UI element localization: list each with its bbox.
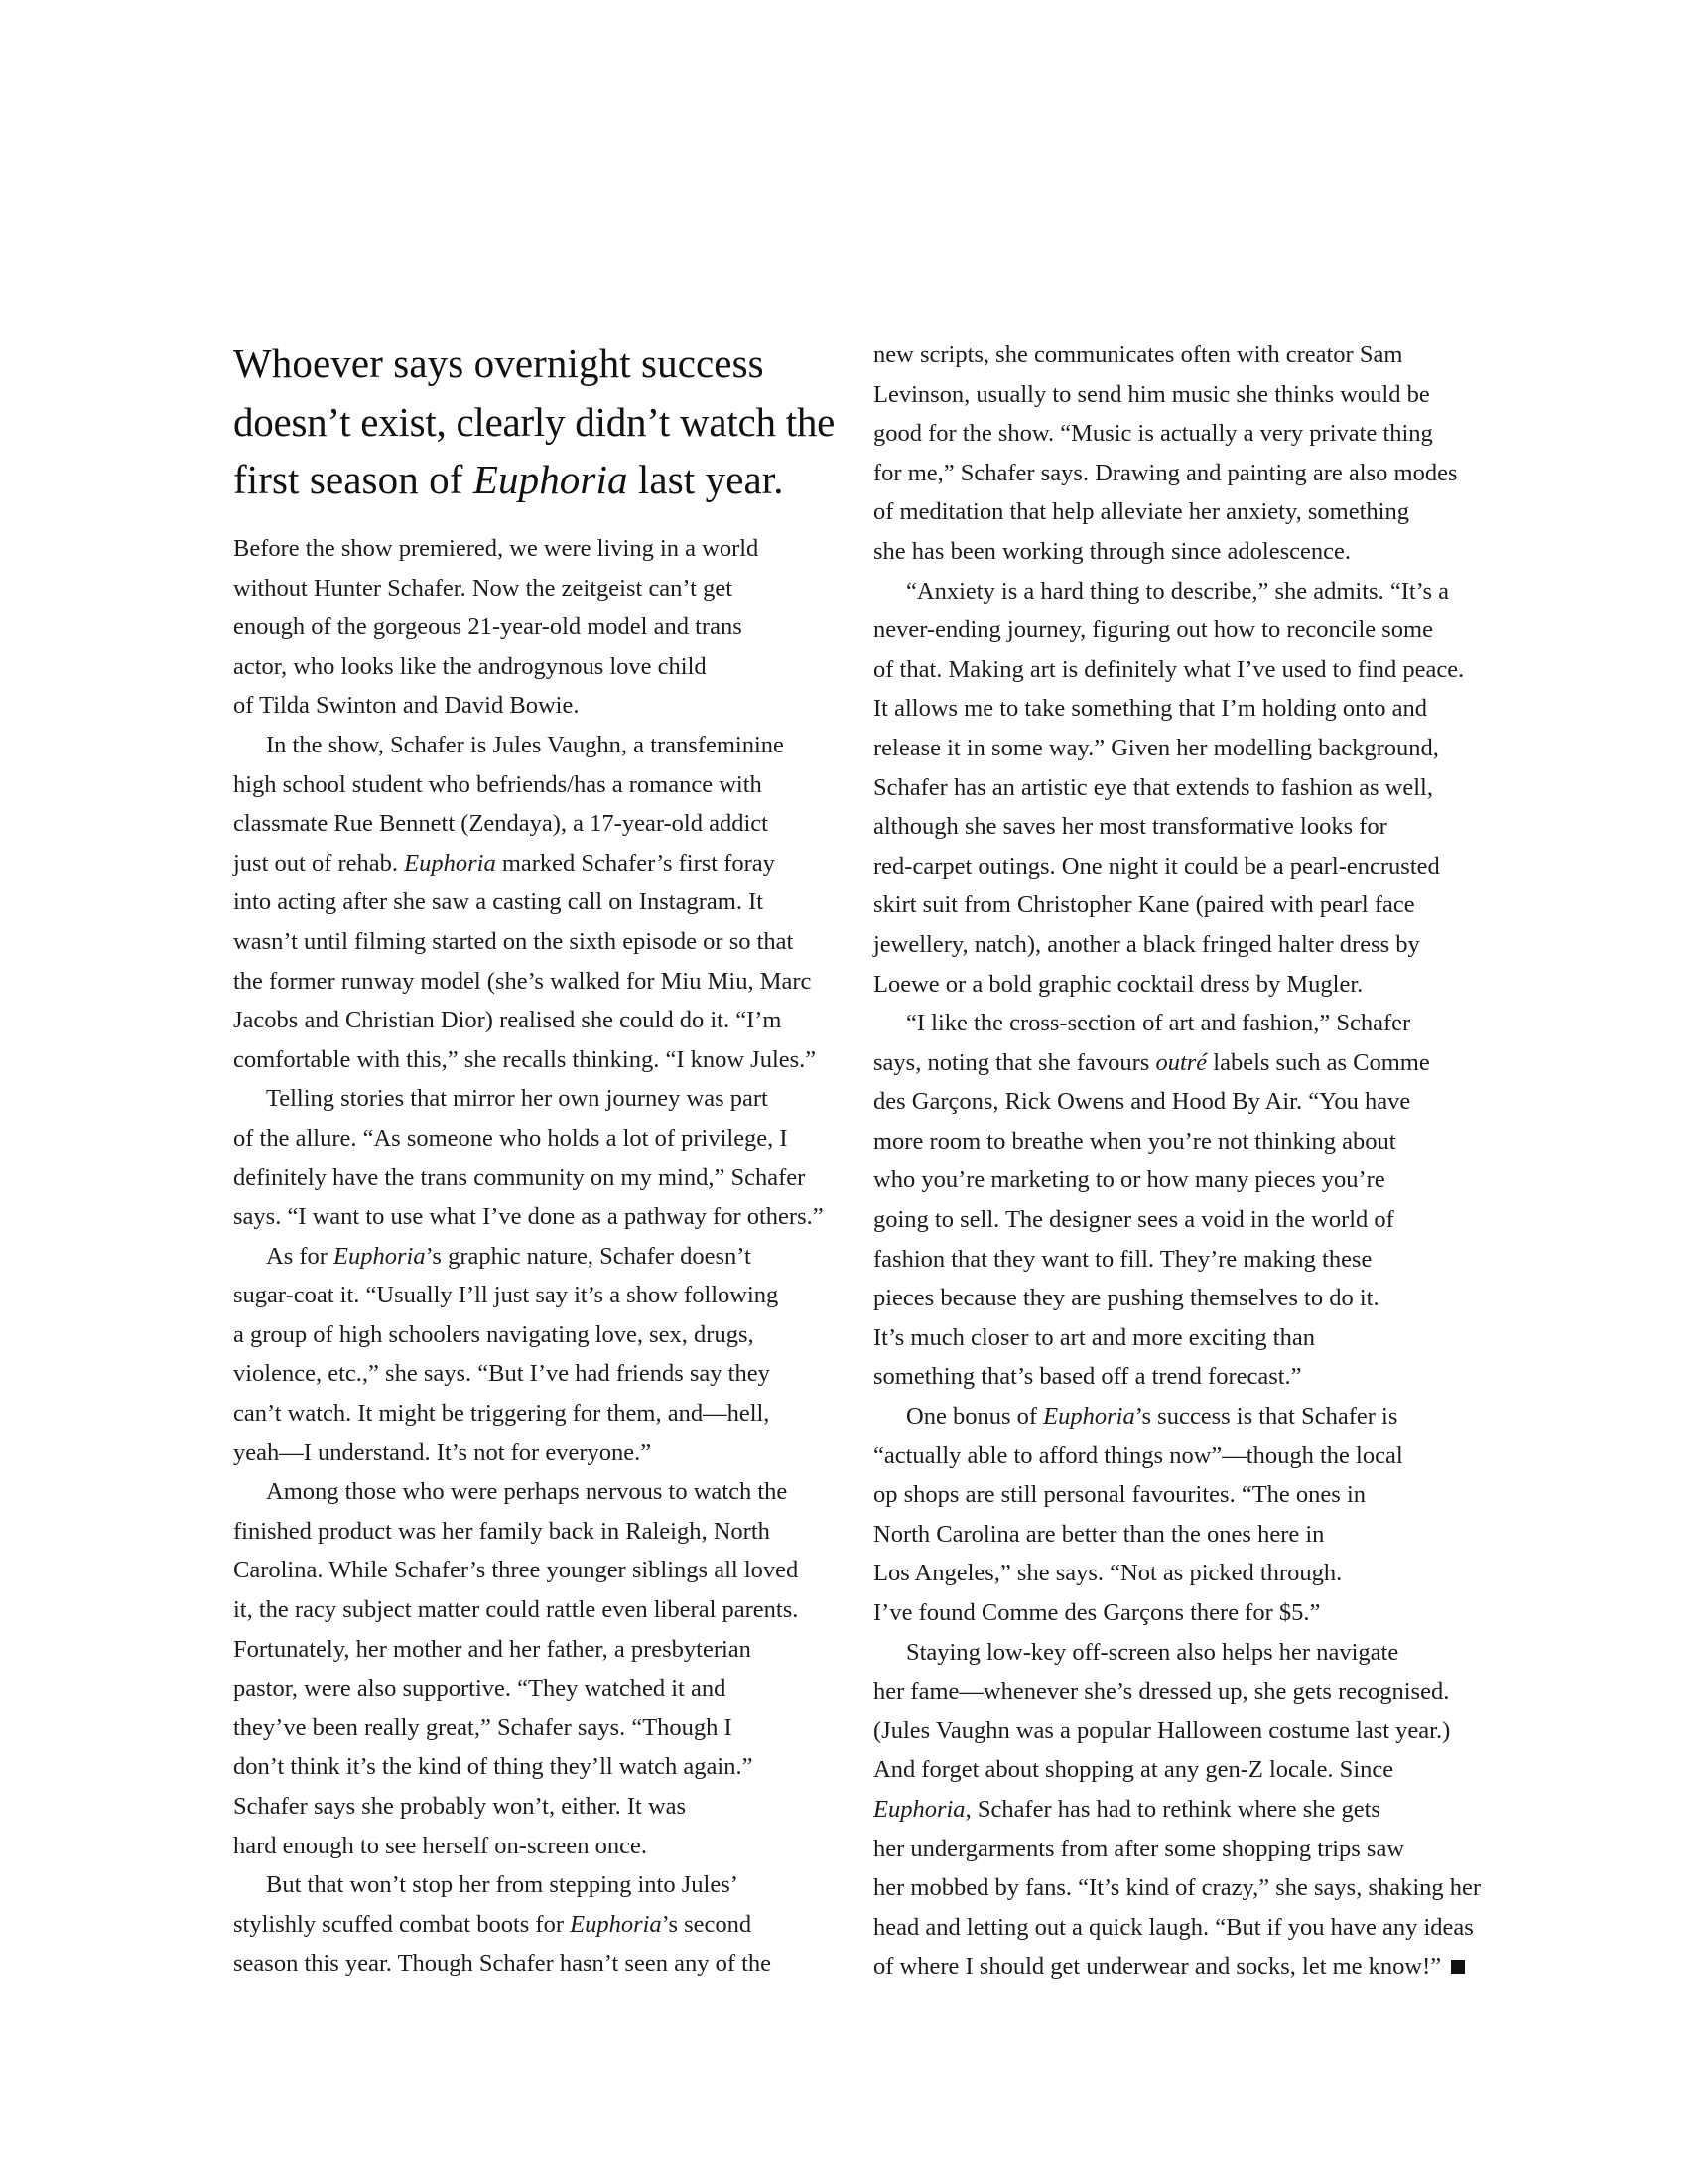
italic-title: Euphoria [472,457,628,502]
text-run: says. “I want to use what I’ve done as a pathway for others.” [233,1203,824,1231]
body-line [873,1004,1489,1043]
text-run: Los Angeles,” she says. “Not as picked through. [873,1560,1343,1587]
body-line [873,336,1489,375]
text-run: labels such as Comme [1207,1048,1430,1076]
text-run: yeah—I understand. It’s not for everyone.” [233,1438,652,1466]
body-line [873,1436,1489,1476]
body-line [873,1200,1489,1240]
text-run: Schafer says she probably won’t, either. It was [233,1793,687,1820]
body-line [233,1315,849,1355]
text-run: ’s graphic nature, Schafer doesn’t [425,1242,751,1270]
body-line [873,1515,1489,1555]
headline-line [233,393,839,452]
text-run: something that’s based off a trend forecast.” [873,1363,1302,1391]
text-run: new scripts, she communicates often with creator Sam [873,341,1403,368]
body-line [873,1318,1489,1358]
body-line [873,965,1489,1005]
text-run: violence, etc.,” she says. “But I’ve had friends say they [233,1360,770,1388]
body-line [873,1830,1489,1869]
text-run: One bonus of [906,1403,1044,1431]
body-line [873,1160,1489,1200]
text-run: good for the show. “Music is actually a very private thing [873,420,1433,448]
text-run: jewellery, natch), another a black fringed halter dress by [873,930,1420,958]
end-of-article-square-icon [1451,1960,1465,1974]
text-run: doesn’t exist, clearly didn’t watch the [233,398,836,445]
headline-line [233,335,839,393]
body-line [873,1279,1489,1318]
body-line [873,1711,1489,1751]
text-run: season this year. Though Schafer hasn’t seen any of the [233,1950,772,1978]
body-line [233,726,849,765]
text-run: into acting after she saw a casting call on Instagram. It [233,888,764,916]
body-line [233,1944,849,1983]
body-line [873,375,1489,415]
body-line [233,1197,849,1237]
text-run: says, noting that she favours [873,1048,1156,1076]
text-run: release it in some way.” Given her modelling background, [873,734,1439,761]
text-run: North Carolina are better than the ones here in [873,1520,1325,1548]
text-run: she has been working through since adolescence. [873,537,1351,565]
text-run: her fame—whenever she’s dressed up, she gets recognised. [873,1678,1450,1706]
body-line [873,492,1489,532]
text-run: enough of the gorgeous 21-year-old model and trans [233,614,742,641]
body-line [233,1905,849,1945]
text-run: marked Schafer’s first foray [495,849,775,877]
text-run: a group of high schoolers navigating love, sex, drugs, [233,1320,754,1348]
body-line [233,844,849,884]
text-run: hard enough to see herself on-screen once. [233,1832,648,1859]
body-line [233,765,849,805]
text-run: first season of [233,457,473,502]
text-run: Among those who were perhaps nervous to watch the [266,1478,788,1506]
body-line [233,1865,849,1905]
body-line [233,1787,849,1827]
text-run: definitely have the trans community on my mind,” Schafer [233,1163,806,1191]
text-run: more room to breathe when you’re not thinking about [873,1127,1396,1155]
body-line [233,804,849,844]
body-line [233,1276,849,1315]
text-run: of the allure. “As someone who holds a lot of privilege, I [233,1124,788,1152]
text-run: her undergarments from after some shopping trips saw [873,1835,1405,1862]
text-run: Jacobs and Christian Dior) realised she could do it. “I’m [233,1007,782,1034]
body-line [873,768,1489,808]
body-line [233,1708,849,1748]
headline-line [233,451,839,509]
text-run: Schafer has an artistic eye that extends to fashion as well, [873,773,1433,801]
body-line [233,922,849,962]
text-run: ’s success is that Schafer is [1134,1403,1398,1431]
body-line [873,1043,1489,1083]
body-line [233,1512,849,1552]
text-run: But that won’t stop her from stepping into Jules’ [266,1871,738,1899]
text-run: comfortable with this,” she recalls thinking. “I know Jules.” [233,1045,817,1073]
body-line [873,572,1489,612]
text-run: It’s much closer to art and more exciting than [873,1323,1315,1351]
text-run: classmate Rue Bennett (Zendaya), a 17-year-old addict [233,810,768,838]
text-run: Telling stories that mirror her own journey was part [266,1085,768,1113]
body-line [873,689,1489,729]
text-run: I’ve found Comme des Garçons there for $5.” [873,1599,1321,1626]
text-run: des Garçons, Rick Owens and Hood By Air. “You have [873,1088,1411,1116]
text-run: who you’re marketing to or how many pieces you’re [873,1166,1385,1194]
body-line [873,1790,1489,1830]
text-run: It allows me to take something that I’m holding onto and [873,695,1427,723]
body-line [873,1633,1489,1673]
text-run: just out of rehab. [233,849,405,877]
text-run: the former runway model (she’s walked for Miu Miu, Marc [233,967,812,995]
text-run: And forget about shopping at any gen-Z locale. Since [873,1756,1394,1784]
text-run: skirt suit from Christopher Kane (paired with pearl face [873,891,1415,919]
body-line [233,1354,849,1394]
body-line [233,962,849,1002]
italic-title: Euphoria [570,1910,662,1938]
text-run: last year. [627,457,784,502]
text-run: pieces because they are pushing themselves to do it. [873,1285,1379,1312]
body-line [233,608,849,647]
text-run: her mobbed by fans. “It’s kind of crazy,” she says, shaking her [873,1874,1482,1902]
body-line [233,1159,849,1198]
body-line [873,611,1489,650]
text-run: pastor, were also supportive. “They watched it and [233,1675,726,1703]
text-run: “Anxiety is a hard thing to describe,” she admits. “It’s a [906,577,1450,605]
body-line [873,1122,1489,1161]
text-run: Whoever says overnight success [233,341,764,386]
body-line [233,1394,849,1433]
body-line [873,1475,1489,1515]
body-line [873,1240,1489,1280]
text-run: (Jules Vaughn was a popular Halloween costume last year.) [873,1716,1451,1744]
body-line [873,1593,1489,1633]
body-line [233,1040,849,1080]
text-run: don’t think it’s the kind of thing they’ll watch again.” [233,1753,753,1781]
body-line [233,1590,849,1630]
italic-title: Euphoria [333,1242,426,1270]
text-run: without Hunter Schafer. Now the zeitgeist can’t get [233,574,733,602]
body-line [233,1433,849,1473]
body-line [873,729,1489,768]
text-run: Loewe or a bold graphic cocktail dress by Mugler. [873,970,1364,998]
text-run: ’s second [661,1910,752,1938]
body-line [233,1827,849,1866]
body-line [873,847,1489,887]
italic-title: Euphoria [404,849,496,877]
body-line [233,1747,849,1787]
italic-title: Euphoria [873,1795,966,1823]
text-run: “actually able to afford things now”—though the local [873,1441,1403,1469]
text-run: Carolina. While Schafer’s three younger siblings all loved [233,1557,799,1584]
text-run: fashion that they want to fill. They’re making these [873,1245,1373,1273]
body-line [233,1630,849,1670]
body-line [233,529,849,569]
italic-title: outré [1155,1048,1208,1076]
text-run: they’ve been really great,” Schafer says. “Though I [233,1713,732,1741]
body-line [233,1119,849,1159]
body-line [873,650,1489,690]
text-run: stylishly scuffed combat boots for [233,1910,571,1938]
text-run: wasn’t until filming started on the sixth episode or so that [233,927,794,955]
body-line [233,1669,849,1708]
body-line [233,1001,849,1040]
text-run: high school student who befriends/has a romance with [233,770,762,798]
italic-title: Euphoria [1043,1403,1135,1431]
text-run: red-carpet outings. One night it could be a pearl-encrusted [873,852,1440,880]
text-run: for me,” Schafer says. Drawing and painting are also modes [873,459,1458,486]
right-column-body [873,336,1489,1986]
headline [233,335,839,509]
body-line [873,1397,1489,1436]
text-run: sugar-coat it. “Usually I’ll just say it’s a show following [233,1282,779,1309]
body-line [873,454,1489,493]
body-line [873,807,1489,847]
text-run: it, the racy subject matter could rattle even liberal parents. [233,1596,799,1624]
body-line [873,886,1489,925]
body-line [233,1237,849,1277]
left-column-body [233,529,849,1983]
body-line [873,1908,1489,1948]
body-line [233,686,849,726]
body-line [873,1554,1489,1593]
text-run: Fortunately, her mother and her father, a presbyterian [233,1635,751,1663]
text-run: Before the show premiered, we were living in a world [233,535,759,562]
body-line [233,1472,849,1512]
body-line [873,1947,1489,1986]
text-run: of that. Making art is definitely what I’ve used to find peace. [873,655,1465,683]
text-run: op shops are still personal favourites. “The ones in [873,1481,1367,1509]
body-line [873,1357,1489,1397]
body-line [873,1750,1489,1790]
text-run: head and letting out a quick laugh. “But if you have any ideas [873,1913,1474,1941]
body-line [873,1082,1489,1122]
body-line [233,883,849,922]
text-run: Levinson, usually to send him music she thinks would be [873,380,1430,408]
body-line [873,1672,1489,1711]
body-line [873,925,1489,965]
text-run: “I like the cross-section of art and fashion,” Schafer [906,1010,1411,1037]
text-run: going to sell. The designer sees a void in the world of [873,1206,1394,1234]
text-run: finished product was her family back in Raleigh, North [233,1517,770,1545]
body-line [233,569,849,609]
text-run: although she saves her most transformative looks for [873,813,1387,841]
body-line [233,1551,849,1590]
body-line [873,532,1489,572]
text-run: of meditation that help alleviate her anxiety, something [873,498,1409,526]
text-run: Staying low-key off-screen also helps her navigate [906,1638,1399,1666]
text-run: , Schafer has had to rethink where she gets [965,1795,1380,1823]
text-run: of Tilda Swinton and David Bowie. [233,692,580,720]
text-run: never-ending journey, figuring out how to reconcile some [873,616,1433,644]
text-run: In the show, Schafer is Jules Vaughn, a transfeminine [266,731,784,758]
text-run: of where I should get underwear and socks, let me know!” [873,1953,1442,1980]
body-line [233,1079,849,1119]
body-line [873,414,1489,454]
text-run: actor, who looks like the androgynous love child [233,652,707,680]
body-line [233,647,849,687]
body-line [873,1868,1489,1908]
text-run: As for [266,1242,334,1270]
text-run: can’t watch. It might be triggering for them, and—hell, [233,1400,770,1428]
